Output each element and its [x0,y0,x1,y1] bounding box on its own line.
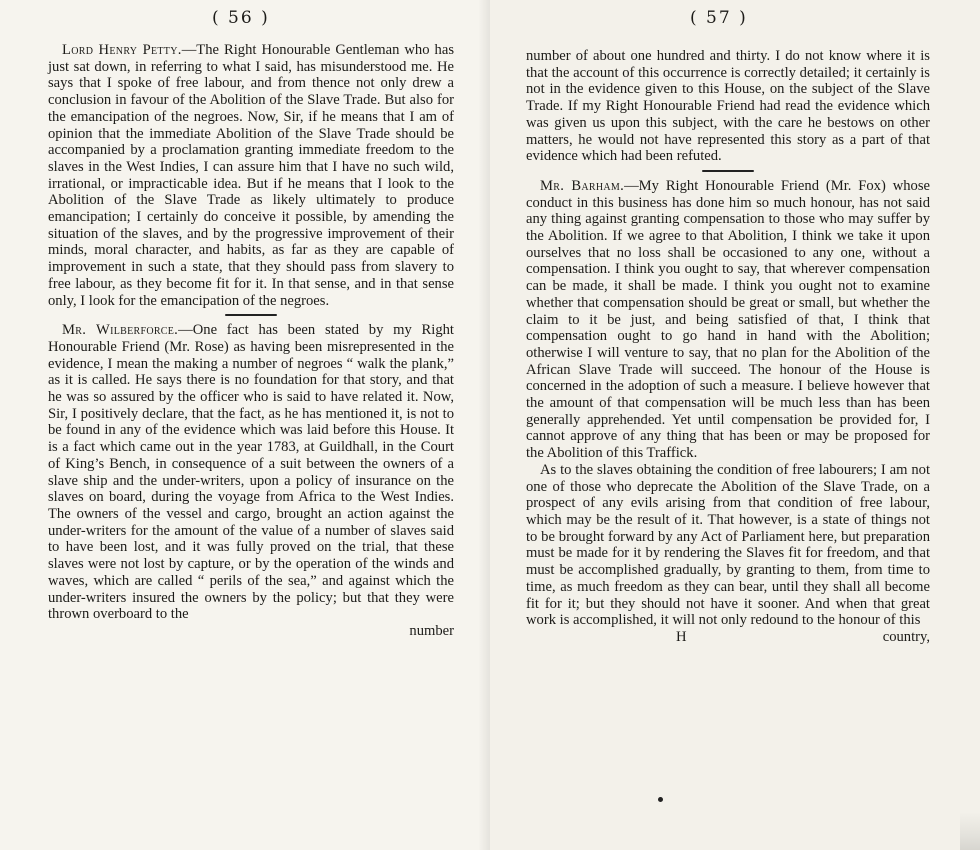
signature-mark: H [676,628,687,645]
ink-dot [658,797,663,802]
speech-mr-barham [526,178,930,462]
speech-body: —One fact has been stated by my Right Honourable Friend (Mr. Rose) as having been misrepresented in the evidence, I mean the making a number of negroes “ walk the plank,” as it is called. He says there is no foundation for that story, and that he was so assured by the officer who is said to have related it. Now, Sir, I positively declare, that the fact, as he has mentioned it, is not to be found in any of the evidence which was laid before this House. It is a fact which came out in the year 1783, at Guildhall, in the Court of King’s Bench, in consequence of a suit between the owners of a slave ship and the under-writers, upon a policy of insurance on the slaves on board, during the voyage from Africa to the West Indies. The owners of the vessel and cargo, brought an action against the under-writers for the amount of the value of a number of slaves said to have been lost, and it was fully proved on the trial, that these slaves were not lost by capture, or by the operation of the winds and waves, which are called “ perils of the sea,” and against which the under-writers insured the owners by the policy; but that they were thrown overboard to the [48,322,454,623]
right-page-text [526,48,930,646]
page-edge-shadow [960,812,980,850]
catchword-right: country, [882,628,930,645]
speaker-name: Mr. Barham. [540,177,625,194]
speech-lord-henry-petty [48,42,454,309]
speaker-name: Mr. Wilberforce. [62,322,179,339]
speech-body: —My Right Honourable Friend (Mr. Fox) whose conduct in this business has done him so much honour, has not said any thing against granting compensation to those who may suffer by the Abolition. If we agree to that Abolition, I think we take it upon ourselves that no loss shall be occasioned to any one, without a compensation. I think you ought to say, that wherever compensation can be made, it shall be made. I think you ought not to examine whether that compensation should be great or small, but whether the claim to it be just, and being satisfied of that, I think that compensation ought to go hand in hand with the Abolition; otherwise I will venture to say, that no plan for the Abolition of the African Slave Trade will succeed. The honour of the House is concerned in the adoption of such a measure. I believe however that the amount of that compensation will be much less than has been generally apprehended. Yet until compensation be provided for, I cannot approve of any thing that has been or may be proposed for the Abolition of this Traffick. [526,177,930,462]
right-page [490,0,980,850]
paragraph-free-labour: As to the slaves obtaining the condition of free labourers; I am not one of those who deprecate the Abolition of the Slave Trade, on a prospect of any evils arising from that condition of free labour, which may be the result of it. That however, is a state of things not to be brought forward by any Act of Parliament here, but preparation must be made for it by rendering the Slaves fit for freedom, and that must be accomplished gradually, by granting to them, from time to time, as much freedom as they can bear, until they shall all become fit for it; but they should not have it sooner. And when that great work is accomplished, it will not only redound to the honour of this [526,461,930,629]
section-divider [702,170,754,172]
page-footer [526,629,930,646]
section-divider [225,314,277,316]
catchword-left: number [409,622,454,639]
page-number-right: ( 57 ) [690,8,748,28]
continuation-paragraph: number of about one hundred and thirty. I do not know where it is that the account of this occurrence is correctly detailed; it certainly is not in the evidence given to this House, on the subject of the Slave Trade. If my Right Honourable Friend had read the evidence which was given us upon this subject, with the care he bestows on other matters, he would not have represented this story as a part of that evidence which had been refuted. [526,48,930,165]
page-number-left: ( 56 ) [212,8,270,28]
speech-mr-wilberforce [48,322,454,623]
speaker-name: Lord Henry Petty. [62,42,182,58]
left-page-text [48,42,454,640]
speech-body: —The Right Honourable Gentleman who has just sat down, in referring to what I said, has misunderstood me. He says that I spoke of free labour, and from thence not only drew a conclusion in favour of the Abolition of the Slave Trade. But also for the emancipation of the negroes. Now, Sir, if he means that I am of opinion that the immediate Abolition of the Slave Trade should be accompanied by a proclamation granting immediate freedom to the slaves in the West Indies, I can assure him that I have no such wild, irrational, or impracticable idea. But if he means that I look to the Abolition of the Slave Trade as likely ultimately to produce emancipation; I certainly do conceive it possible, by amending the situation of the slaves, and by the progressive improvement of their minds, moral character, and habits, as far as they are capable of improvement in such a state, that they should pass from slavery to free labour, as they become fit for it. In that sense, and in that sense only, I look for the emancipation of the negroes. [48,42,454,309]
